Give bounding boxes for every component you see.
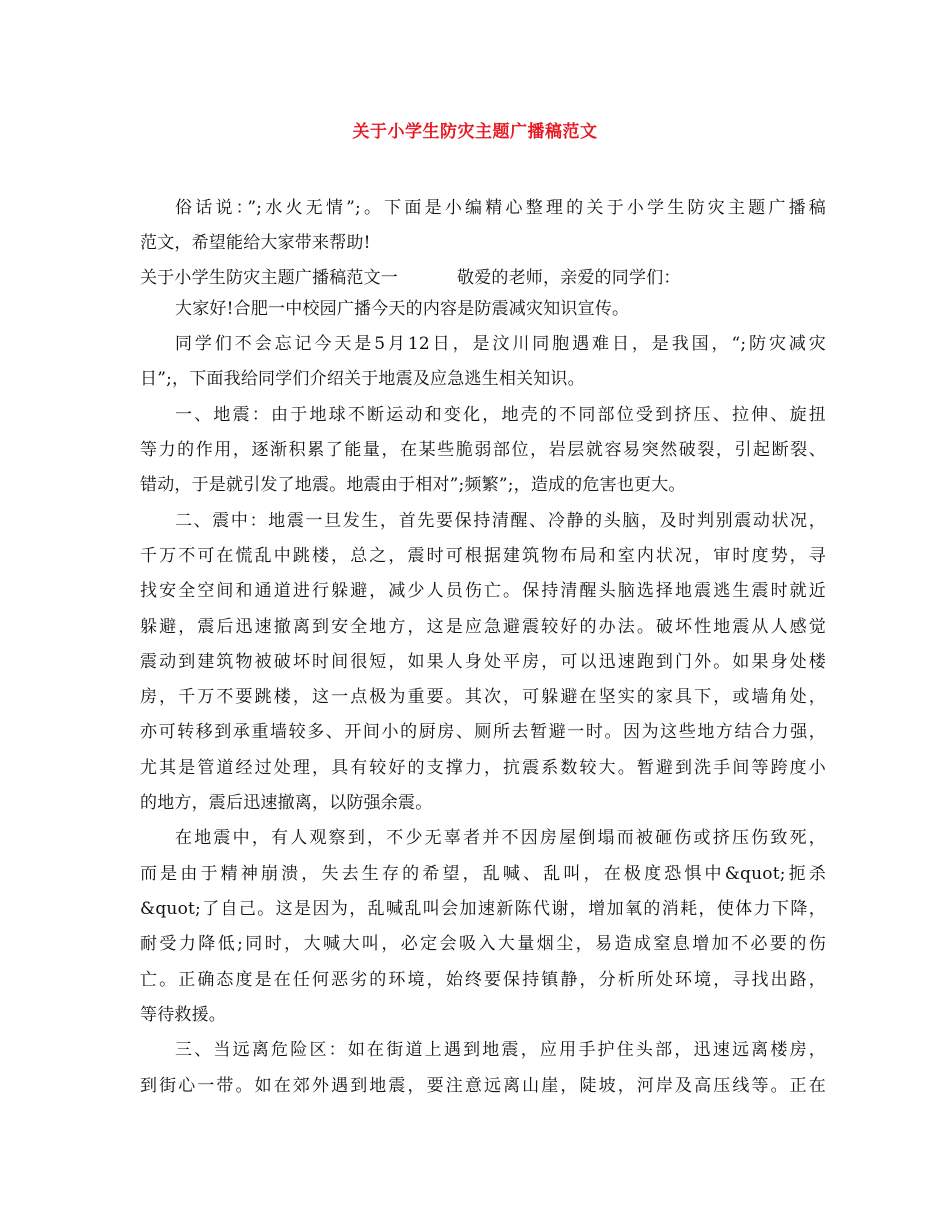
paragraph-line: 等力的作用，逐渐积累了能量，在某些脆弱部位，岩层就容易突然破裂，引起断裂、 xyxy=(140,440,826,460)
paragraph-line: 耐受力降低;同时，大喊大叫，必定会吸入大量烟尘，易造成窒息增加不必要的伤 xyxy=(140,934,826,954)
paragraph-line: 找安全空间和通道进行躲避，减少人员伤亡。保持清醒头脑选择地震逃生震时就近 xyxy=(140,581,826,601)
paragraph-line: 亡。正确态度是在任何恶劣的环境，始终要保持镇静，分析所处环境，寻找出路， xyxy=(140,970,826,990)
paragraph-line: 房，千万不要跳楼，这一点极为重要。其次，可躲避在坚实的家具下，或墙角处， xyxy=(140,687,826,707)
document-title: 关于小学生防灾主题广播稿范文 xyxy=(352,122,598,142)
paragraph-line: &quot;了自己。这是因为，乱喊乱叫会加速新陈代谢，增加氧的消耗，使体力下降， xyxy=(140,899,826,919)
paragraph-line: 范文，希望能给大家带来帮助! xyxy=(140,233,371,253)
paragraph-line: 亦可转移到承重墙较多、开间小的厨房、厕所去暂避一时。因为这些地方结合力强， xyxy=(140,722,826,742)
section-heading: 关于小学生防灾主题广播稿范文一 xyxy=(140,268,398,288)
paragraph-line: 的地方，震后迅速撤离，以防强余震。 xyxy=(140,793,433,813)
paragraph-line: 等待救援。 xyxy=(140,1005,226,1025)
paragraph-line: 三、当远离危险区：如在街道上遇到地震，应用手护住头部，迅速远离楼房， xyxy=(175,1040,826,1060)
paragraph-line: 错动，于是就引发了地震。地震由于相对”;频繁”;，造成的危害也更大。 xyxy=(140,475,686,495)
paragraph-line: 尤其是管道经过处理，具有较好的支撑力，抗震系数较大。暂避到洗手间等跨度小 xyxy=(140,758,826,778)
paragraph-line: 到街心一带。如在郊外遇到地震，要注意远离山崖，陡坡，河岸及高压线等。正在 xyxy=(140,1076,826,1096)
paragraph-line: 震动到建筑物被破坏时间很短，如果人身处平房，可以迅速跑到门外。如果身处楼 xyxy=(140,652,826,672)
paragraph-line: 躲避，震后迅速撤离到安全地方，这是应急避震较好的办法。破坏性地震从人感觉 xyxy=(140,617,826,637)
paragraph-line: 大家好!合肥一中校园广播今天的内容是防震减灾知识宣传。 xyxy=(175,299,630,319)
paragraph-line: 同学们不会忘记今天是5月12日，是汶川同胞遇难日，是我国，“;防灾减灾 xyxy=(175,334,826,354)
paragraph-line: 一、地震：由于地球不断运动和变化，地壳的不同部位受到挤压、拉伸、旋扭 xyxy=(175,405,826,425)
paragraph-line: 日”;，下面我给同学们介绍关于地震及应急逃生相关知识。 xyxy=(140,369,585,389)
section-heading-line xyxy=(140,266,700,290)
paragraph-line: 而是由于精神崩溃，失去生存的希望，乱喊、乱叫，在极度恐惧中&quot;扼杀 xyxy=(140,864,826,884)
paragraph-line: 千万不可在慌乱中跳楼，总之，震时可根据建筑物布局和室内状况，审时度势，寻 xyxy=(140,546,826,566)
greeting: 敬爱的老师，亲爱的同学们： xyxy=(457,268,681,288)
paragraph-line: 俗话说：”;水火无情”;。下面是小编精心整理的关于小学生防灾主题广播稿 xyxy=(175,198,826,218)
paragraph-line: 在地震中，有人观察到，不少无辜者并不因房屋倒塌而被砸伤或挤压伤致死， xyxy=(175,828,826,848)
paragraph-line: 二、震中：地震一旦发生，首先要保持清醒、冷静的头脑，及时判别震动状况， xyxy=(175,511,826,531)
